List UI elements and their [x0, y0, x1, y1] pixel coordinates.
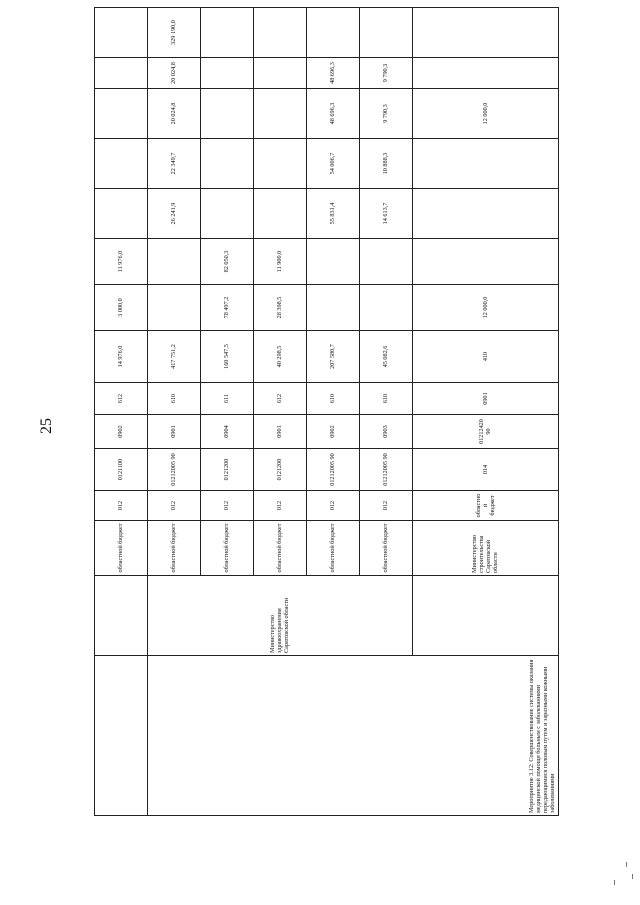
grbs-code: 014 [412, 449, 558, 491]
year-value [147, 285, 200, 331]
funding-source: областной бюджет [253, 521, 306, 576]
total-value: 417 751,2 [147, 331, 200, 383]
year-value: 48 696,3 [306, 89, 359, 139]
year-value [306, 239, 359, 285]
funding-source: областной бюджет [200, 521, 253, 576]
year-value [306, 285, 359, 331]
year-value [359, 239, 412, 285]
year-value [359, 285, 412, 331]
funding-table [94, 7, 559, 816]
vr-code: 612 [253, 383, 306, 415]
year-value: 329 190,0 [147, 8, 200, 58]
year-value [95, 8, 148, 58]
year-value: 11 900,0 [253, 239, 306, 285]
year-value [95, 189, 148, 239]
vr-code: 410 [412, 331, 558, 383]
empty-cell [412, 576, 558, 656]
year-value [200, 189, 253, 239]
rzpr-code: 0902 [95, 415, 148, 449]
year-value [412, 239, 558, 285]
grbs-code: 012 [306, 491, 359, 521]
total-value: 40 298,5 [253, 331, 306, 383]
year-value [95, 89, 148, 139]
csr-code: 0121200 [200, 449, 253, 491]
csr-code: 0121100 [95, 449, 148, 491]
year-value: 82 050,3 [200, 239, 253, 285]
year-value [95, 58, 148, 89]
csr-code: 01212420 90 [412, 415, 558, 449]
year-value [253, 89, 306, 139]
year-value: 9 790,3 [359, 58, 412, 89]
year-value [412, 139, 558, 189]
year-value [359, 8, 412, 58]
rzpr-code: 0901 [147, 415, 200, 449]
executor-health: Министерство здравоохранения Саратовской области [147, 576, 412, 656]
year-value: 54 006,7 [306, 139, 359, 189]
csr-code: 01212005 90 [147, 449, 200, 491]
year-value [200, 8, 253, 58]
scan-mark [614, 880, 615, 885]
year-value [412, 58, 558, 89]
csr-code: 01212005 90 [306, 449, 359, 491]
year-value [200, 139, 253, 189]
year-value [253, 8, 306, 58]
year-value: 26 241,9 [147, 189, 200, 239]
total-value: 12 000,0 [412, 285, 558, 331]
executor-construction: Министерство строительства Саратовской области [412, 521, 558, 576]
year-value: 3 000,0 [95, 285, 148, 331]
csr-code: 0121200 [253, 449, 306, 491]
budget-table [94, 20, 559, 816]
grbs-code: 012 [359, 491, 412, 521]
year-value [200, 89, 253, 139]
total-value: 160 547,5 [200, 331, 253, 383]
year-value: 10 888,3 [359, 139, 412, 189]
table-row [95, 8, 148, 816]
rzpr-code: 0901 [412, 383, 558, 415]
vr-code: 610 [306, 383, 359, 415]
grbs-code: 012 [147, 491, 200, 521]
csr-code: 01212005 90 [359, 449, 412, 491]
empty-cell [95, 576, 148, 656]
total-value: 207 580,7 [306, 331, 359, 383]
year-value [253, 139, 306, 189]
empty-cell [95, 656, 148, 816]
year-value [200, 58, 253, 89]
vr-code: 611 [200, 383, 253, 415]
funding-source: областной бюджет [359, 521, 412, 576]
rzpr-code: 0902 [306, 415, 359, 449]
scan-mark [626, 862, 627, 867]
vr-code: 610 [359, 383, 412, 415]
grbs-code: 012 [200, 491, 253, 521]
year-value: 9 790,3 [359, 89, 412, 139]
scan-mark [632, 874, 633, 879]
funding-source: областной бюджет [306, 521, 359, 576]
vr-code: 612 [95, 383, 148, 415]
year-value: 20 024,8 [147, 89, 200, 139]
grbs-code: 012 [95, 491, 148, 521]
year-value [95, 139, 148, 189]
total-value: 14 976,0 [95, 331, 148, 383]
funding-source: областной бюджет [95, 521, 148, 576]
rzpr-code: 0904 [200, 415, 253, 449]
year-value: 11 976,0 [95, 239, 148, 285]
table-row [147, 8, 200, 816]
year-value [412, 189, 558, 239]
rzpr-code: 0901 [253, 415, 306, 449]
grbs-code: 012 [253, 491, 306, 521]
vr-code: 610 [147, 383, 200, 415]
funding-source: областной бюджет [412, 491, 558, 521]
year-value [412, 8, 558, 58]
year-value: 12 000,0 [412, 89, 558, 139]
year-value: 28 398,5 [253, 285, 306, 331]
year-value [253, 58, 306, 89]
year-value: 14 613,7 [359, 189, 412, 239]
year-value: 22 349,7 [147, 139, 200, 189]
year-value: 78 497,2 [200, 285, 253, 331]
year-value: 20 024,8 [147, 58, 200, 89]
year-value: 55 831,4 [306, 189, 359, 239]
total-value: 45 082,6 [359, 331, 412, 383]
year-value: 48 696,3 [306, 58, 359, 89]
rzpr-code: 0903 [359, 415, 412, 449]
year-value [147, 239, 200, 285]
funding-source: областной бюджет [147, 521, 200, 576]
page-number: 25 [38, 418, 55, 434]
year-value [253, 189, 306, 239]
measure-name: Мероприятие 3.12: Совершенствование системы оказания медицинской помощи больным с заболеваниями передающимися половым путем и заразными кожными заболеваниями [147, 656, 558, 816]
year-value [306, 8, 359, 58]
